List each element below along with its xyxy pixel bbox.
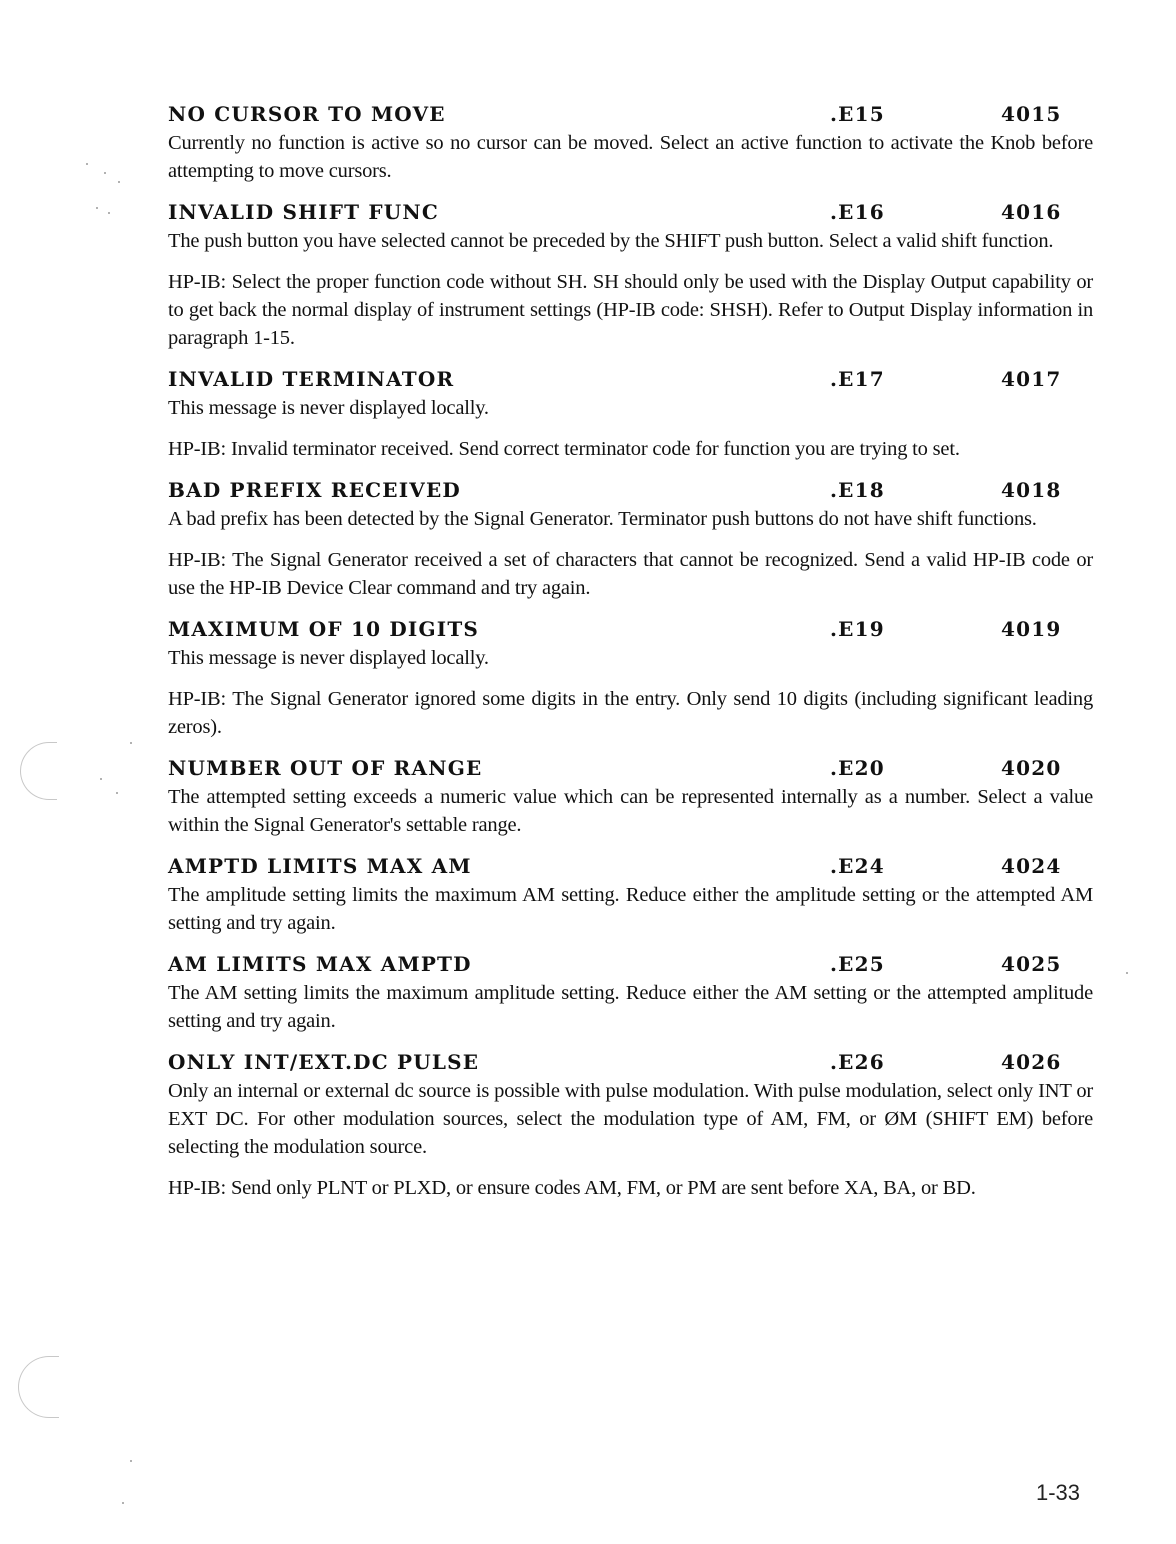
error-code: .E24 xyxy=(830,854,885,878)
error-entry xyxy=(168,754,1093,839)
scan-speck xyxy=(108,212,110,214)
error-description: The amplitude setting limits the maximum AM setting. Reduce either the amplitude setting or the attempted AM setting and try again. xyxy=(168,884,1093,934)
error-entry xyxy=(168,1048,1093,1202)
punch-hole-shadow xyxy=(18,1356,59,1418)
scan-speck xyxy=(104,172,106,174)
error-number: 4016 xyxy=(1001,200,1062,224)
error-number: 4024 xyxy=(1001,854,1062,878)
error-title: AMPTD LIMITS MAX AM xyxy=(168,854,472,878)
scan-speck xyxy=(130,742,132,744)
error-title: INVALID TERMINATOR xyxy=(168,367,455,391)
hpib-note: HP-IB: Send only PLNT or PLXD, or ensure codes AM, FM, or PM are sent before XA, BA, or BD. xyxy=(168,1177,976,1199)
scan-speck xyxy=(1126,972,1128,974)
error-entry xyxy=(168,100,1093,185)
error-code: .E20 xyxy=(830,756,885,780)
error-description: The push button you have selected cannot be preceded by the SHIFT push button. Select a valid shift function. xyxy=(168,230,1054,252)
error-description: Currently no function is active so no cursor can be moved. Select an active function to activate the Knob before attempting to move cursors. xyxy=(168,132,1093,182)
hpib-note: HP-IB: The Signal Generator received a set of characters that cannot be recognized. Send a valid HP-IB code or use the HP-IB Device Clear command and try again. xyxy=(168,549,1093,599)
error-description: A bad prefix has been detected by the Signal Generator. Terminator push buttons do not have shift functions. xyxy=(168,508,1037,530)
error-title: ONLY INT/EXT.DC PULSE xyxy=(168,1050,480,1074)
scan-speck xyxy=(130,1460,132,1462)
error-entry xyxy=(168,852,1093,937)
error-code: .E17 xyxy=(830,367,885,391)
error-entry xyxy=(168,198,1093,352)
hpib-note: HP-IB: The Signal Generator ignored some digits in the entry. Only send 10 digits (including significant leading zeros). xyxy=(168,688,1093,738)
error-number: 4026 xyxy=(1001,1050,1062,1074)
error-description: This message is never displayed locally. xyxy=(168,647,489,669)
error-heading xyxy=(168,950,1093,979)
error-code: .E18 xyxy=(830,478,885,502)
error-description: Only an internal or external dc source is possible with pulse modulation. With pulse modulation, select only INT or EXT DC. For other modulation sources, select the modulation type of AM, FM, or ØM (SHIFT EM) before selecting the modulation source. xyxy=(168,1080,1093,1158)
error-code: .E26 xyxy=(830,1050,885,1074)
page-number: 1-33 xyxy=(1036,1480,1081,1505)
error-heading xyxy=(168,100,1093,129)
error-title: NUMBER OUT OF RANGE xyxy=(168,756,483,780)
error-entry xyxy=(168,476,1093,602)
error-entry xyxy=(168,365,1093,463)
scan-speck xyxy=(86,163,88,165)
error-heading xyxy=(168,1048,1093,1077)
error-number: 4025 xyxy=(1001,952,1062,976)
error-description: The AM setting limits the maximum amplitude setting. Reduce either the AM setting or the attempted amplitude setting and try again. xyxy=(168,982,1093,1032)
error-entry xyxy=(168,950,1093,1035)
error-heading xyxy=(168,476,1093,505)
error-entry xyxy=(168,615,1093,741)
document-body xyxy=(168,100,1093,1202)
scan-speck xyxy=(122,1502,124,1504)
error-code: .E19 xyxy=(830,617,885,641)
error-description: The attempted setting exceeds a numeric value which can be represented internally as a number. Select a value within the Signal Generator's settable range. xyxy=(168,786,1093,836)
error-code: .E16 xyxy=(830,200,885,224)
scan-speck xyxy=(100,778,102,780)
error-number: 4019 xyxy=(1001,617,1062,641)
error-heading xyxy=(168,754,1093,783)
error-heading xyxy=(168,615,1093,644)
error-code: .E25 xyxy=(830,952,885,976)
error-code: .E15 xyxy=(830,102,885,126)
error-number: 4018 xyxy=(1001,478,1062,502)
error-title: BAD PREFIX RECEIVED xyxy=(168,478,461,502)
error-number: 4017 xyxy=(1001,367,1062,391)
error-number: 4020 xyxy=(1001,756,1062,780)
scan-speck xyxy=(116,792,118,794)
error-heading xyxy=(168,365,1093,394)
punch-hole-shadow xyxy=(20,742,57,800)
error-title: NO CURSOR TO MOVE xyxy=(168,102,446,126)
error-heading xyxy=(168,852,1093,881)
error-title: MAXIMUM OF 10 DIGITS xyxy=(168,617,480,641)
error-description: This message is never displayed locally. xyxy=(168,397,489,419)
error-number: 4015 xyxy=(1001,102,1062,126)
hpib-note: HP-IB: Invalid terminator received. Send correct terminator code for function you are trying to set. xyxy=(168,438,960,460)
scan-speck xyxy=(118,181,120,183)
error-title: INVALID SHIFT FUNC xyxy=(168,200,440,224)
hpib-note: HP-IB: Select the proper function code without SH. SH should only be used with the Display Output capability or to get back the normal display of instrument settings (HP-IB code: SHSH). Refer to Output Display information in paragraph 1-15. xyxy=(168,271,1093,349)
error-title: AM LIMITS MAX AMPTD xyxy=(168,952,472,976)
scan-speck xyxy=(96,207,98,209)
error-heading xyxy=(168,198,1093,227)
